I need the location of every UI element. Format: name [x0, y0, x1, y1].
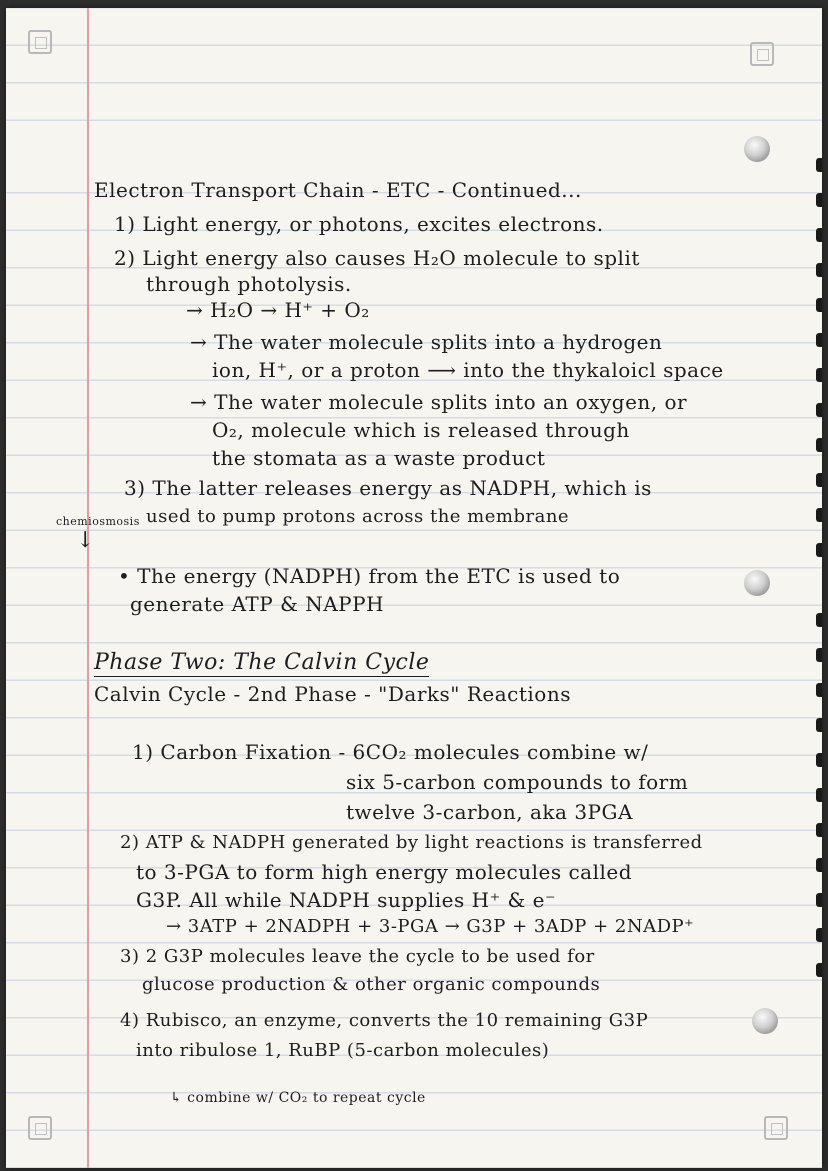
calvin-cycle-heading: Calvin Cycle - 2nd Phase - "Darks" Reactions — [94, 682, 571, 706]
corner-mark-icon — [28, 1116, 52, 1140]
spiral-dot — [816, 508, 822, 522]
spiral-dot — [816, 473, 822, 487]
spiral-dot — [816, 158, 822, 172]
calvin-point-2-cont-2: G3P. All while NADPH supplies H⁺ & e⁻ — [136, 888, 557, 912]
etc-point-1: 1) Light energy, or photons, excites electrons. — [114, 212, 604, 236]
calvin-point-2: 2) ATP & NADPH generated by light reactions is transferred — [120, 832, 703, 853]
spiral-dot — [816, 858, 822, 872]
chemiosmosis-label: chemiosmosis — [56, 515, 140, 528]
binder-hole-icon — [744, 136, 770, 162]
spiral-dot — [816, 438, 822, 452]
calvin-point-3: 3) 2 G3P molecules leave the cycle to be used for — [120, 946, 595, 967]
bullet-energy-cont: generate ATP & NAPPH — [130, 592, 385, 616]
calvin-point-1-cont-2: twelve 3-carbon, aka 3PGA — [346, 800, 633, 824]
bullet-energy: • The energy (NADPH) from the ETC is used to — [118, 564, 621, 588]
sub-point-oxygen: → The water molecule splits into an oxygen, or — [190, 390, 688, 414]
sub-point-hydrogen: → The water molecule splits into a hydrogen — [190, 330, 663, 354]
calvin-equation: → 3ATP + 2NADPH + 3-PGA → G3P + 3ADP + 2NADP⁺ — [166, 916, 695, 937]
spiral-dot — [816, 298, 822, 312]
sub-point-oxygen-cont: O₂, molecule which is released through — [212, 418, 630, 442]
spiral-dot — [816, 963, 822, 977]
calvin-point-1: 1) Carbon Fixation - 6CO₂ molecules combine w/ — [132, 740, 649, 764]
spiral-dot — [816, 753, 822, 767]
calvin-point-2-cont: to 3-PGA to form high energy molecules called — [136, 860, 633, 884]
calvin-point-4-note: ↳ combine w/ CO₂ to repeat cycle — [170, 1090, 426, 1106]
spiral-dot — [816, 368, 822, 382]
spiral-dot — [816, 648, 822, 662]
etc-point-2: 2) Light energy also causes H₂O molecule to split — [114, 246, 640, 270]
etc-point-3-cont: used to pump protons across the membrane — [146, 506, 570, 527]
calvin-point-4-cont: into ribulose 1, RuBP (5-carbon molecules) — [136, 1040, 550, 1061]
spiral-dot — [816, 788, 822, 802]
section-title-etc: Electron Transport Chain - ETC - Continued... — [94, 178, 582, 202]
spiral-dot — [816, 893, 822, 907]
corner-mark-icon — [28, 30, 52, 54]
spiral-dot — [816, 718, 822, 732]
spiral-dot — [816, 263, 822, 277]
spiral-dot — [816, 228, 822, 242]
spiral-dot — [816, 543, 822, 557]
calvin-point-4: 4) Rubisco, an enzyme, converts the 10 remaining G3P — [120, 1010, 649, 1031]
etc-point-3: 3) The latter releases energy as NADPH, which is — [124, 476, 652, 500]
sub-point-hydrogen-cont: ion, H⁺, or a proton ⟶ into the thykaloicl space — [212, 358, 724, 382]
spiral-dot — [816, 613, 822, 627]
photolysis-equation: → H₂O → H⁺ + O₂ — [186, 298, 370, 322]
spiral-dot — [816, 928, 822, 942]
spiral-dot — [816, 403, 822, 417]
calvin-point-1-cont: six 5-carbon compounds to form — [346, 770, 689, 794]
down-arrow-icon: ↓ — [76, 528, 95, 553]
binder-hole-icon — [752, 1008, 778, 1034]
sub-point-oxygen-cont-2: the stomata as a waste product — [212, 446, 546, 470]
margin-line — [87, 8, 89, 1168]
etc-point-2-cont: through photolysis. — [146, 272, 352, 296]
spiral-dot — [816, 823, 822, 837]
spiral-dot — [816, 333, 822, 347]
corner-mark-icon — [764, 1116, 788, 1140]
calvin-point-3-cont: glucose production & other organic compounds — [142, 974, 601, 995]
notebook-page — [6, 8, 822, 1168]
corner-mark-icon — [750, 42, 774, 66]
phase-two-heading: Phase Two: The Calvin Cycle — [94, 650, 430, 675]
spiral-dot — [816, 683, 822, 697]
binder-hole-icon — [744, 570, 770, 596]
spiral-dot — [816, 193, 822, 207]
